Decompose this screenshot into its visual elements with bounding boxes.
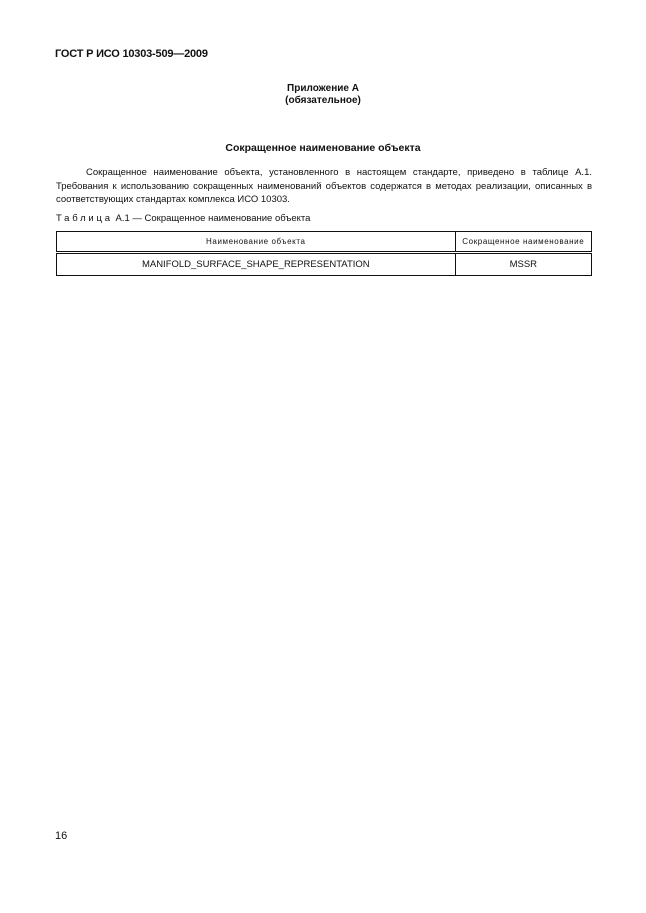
appendix-heading [0, 83, 646, 107]
header-short-name: Сокращенное наименование [455, 232, 591, 253]
table-caption-prefix: Таблица [56, 213, 113, 224]
header-entity-name: Наименование объекта [57, 232, 456, 253]
standard-code: ГОСТ Р ИСО 10303-509—2009 [55, 48, 208, 60]
table-caption-rest: А.1 — Сокращенное наименование объекта [112, 213, 311, 224]
cell-short-name: MSSR [455, 253, 591, 276]
table-row [57, 253, 592, 276]
body-paragraph: Сокращенное наименование объекта, установленного в настоящем стандарте, приведено в таблице А.1. Требования к использованию сокращенных наименований объектов содержатся в методах реализации, описанных в соответствующих стандартах комплекса ИСО 10303. [56, 167, 592, 205]
appendix-title: Приложение А [287, 83, 359, 94]
cell-entity-name: MANIFOLD_SURFACE_SHAPE_REPRESENTATION [57, 253, 456, 276]
section-title: Сокращенное наименование объекта [225, 142, 421, 154]
appendix-subtitle: (обязательное) [285, 95, 361, 106]
entity-table [56, 231, 592, 276]
table-caption [56, 213, 310, 224]
table-header-row [57, 232, 592, 253]
page-number: 16 [55, 830, 68, 842]
